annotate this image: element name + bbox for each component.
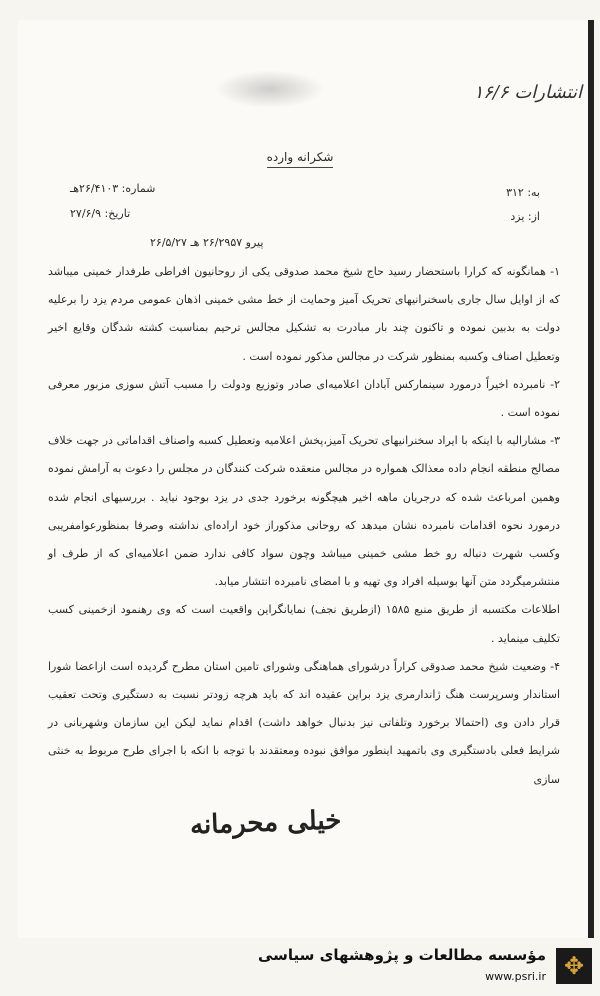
footer-bar <box>0 938 600 996</box>
paragraph-5: ۴- وضعیت شیخ محمد صدوقی کراراً درشورای هماهنگی وشورای تامین استان مطرح گردیده است ازاعضا شورا استاندار وسرپرست هنگ ژاندارمری یزد براین عقیده اند که باید هرچه زودتر نسبت به دستگیری وتحت تعقیب قرار دادن وی (احتمالا برخورد وتلفاتی نیز بدنبال خواهد داشت) اقدام نماید لیکن این سازمان وشهربانی در شرایط فعلی بادستگیری وی باتمهید اینطور موافق نبوده ومعتقدند با توجه با انکه با اجرای طرح مربوط به خنثی سازی <box>48 659 560 786</box>
classification-signature: خیلی محرمانه <box>189 805 342 841</box>
reference-line: پیرو ۲۶/۲۹۵۷ هـ ۲۶/۵/۲۷ <box>150 236 264 249</box>
institute-url[interactable]: www.psri.ir <box>485 970 546 983</box>
document-body <box>48 258 560 794</box>
institute-name: مؤسسه مطالعات و پژوهشهای سیاسی <box>257 946 546 964</box>
serial-number: شماره: ۲۶/۴۱۰۳هـ <box>70 182 156 195</box>
paragraph-4: اطلاعات مکتسبه از طریق منبع ۱۵۸۵ (ازطریق نجف) نمایانگراین واقعیت است که وی رهنمود ازخمینی کسب تکلیف مینماید . <box>48 603 560 645</box>
paragraph-1: ۱- همانگونه که کرارا باستحضار رسید حاج شیخ محمد صدوقی یکی از روحانیون افراطی طرفدار خمینی میباشد که از اوایل سال جاری باسخنرانیهای تحریک آمیز وحمایت از خط مشی خمینی اذهان عمومی مردم یزد را برعلیه دولت به بدبین نموده و تاکنون چند بار مبادرت به تشکیل مجالس ترحیم بمناسبت کشته شدگان وقایع اخیر وتعطیل اصناف وکسبه بمنظور شرکت در مجالس مذکور نموده است . <box>48 265 560 363</box>
stamp-smudge <box>215 70 325 108</box>
paragraph-2: ۲- نامبرده اخیراً درمورد سینمارکس آبادان اعلامیه‌ای صادر وتوزیع ودولت را مسبب آتش سوزی مزبور معرفی نموده است . <box>48 377 560 420</box>
logo-glyph: ✥ <box>563 952 585 980</box>
document-title <box>0 150 600 168</box>
handwritten-note: انتشارات ۱۶/۶ <box>473 82 582 103</box>
paragraph-3: ۳- مشارالیه با اینکه با ایراد سخنرانیهای تحریک آمیز،پخش اعلامیه وتعطیل کسبه واصناف اقداماتی در جهت خلاف مصالح منطقه انجام داده معذالک همواره در مجالس منعقده شرکت کنندگان در مجلس را دعوت به آرامش نموده وهمین امرباعث شده که درجریان ماهه اخیر هیچگونه برخورد جدی در یزد بوجود نیاید . بررسیهای انجام شده درمورد نحوه اقدامات نامبرده نشان میدهد که روحانی مذکوراز خود اراده‌ای نداشته وصرفا بمنظورعوامفریبی وکسب شهرت دنباله رو خط مشی خمینی میباشد وچون سواد کافی ندارد ضمن اعلامیه‌ای که از طرف او منتشرمیگردد متن آنها بوسیله افراد وی تهیه و با امضای نامبرده انتشار میابد. <box>48 434 560 589</box>
document-date: تاریخ: ۲۷/۶/۹ <box>70 207 131 220</box>
document-title-text: شکرانه وارده <box>267 150 334 168</box>
psri-logo-icon <box>556 948 592 984</box>
sender-from: از: یزد <box>510 210 540 223</box>
recipient-number: به: ۳۱۲ <box>506 186 540 199</box>
